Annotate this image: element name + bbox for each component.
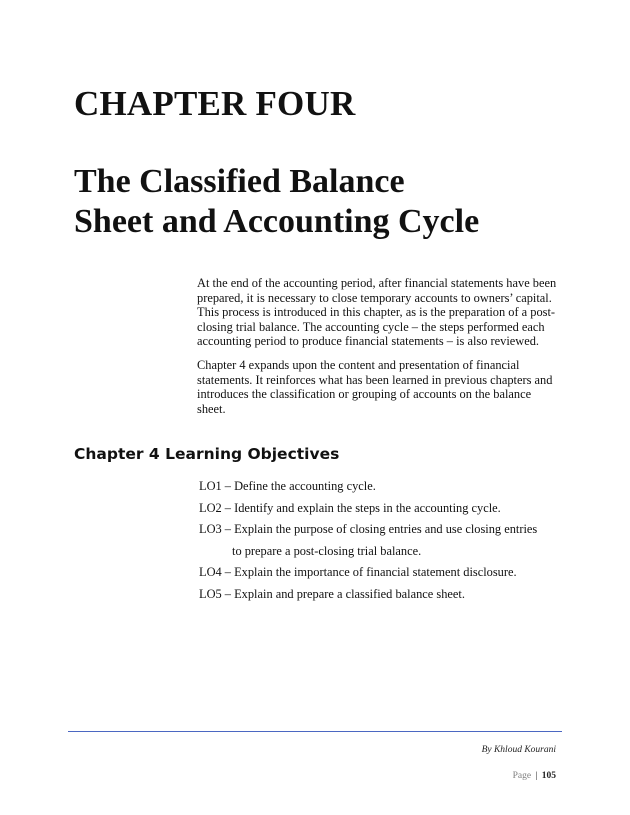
learning-objectives-heading: Chapter 4 Learning Objectives xyxy=(74,445,340,463)
footer-divider xyxy=(68,731,562,732)
chapter-title-line-2: Sheet and Accounting Cycle xyxy=(74,203,480,240)
objective-lo5: LO5 – Explain and prepare a classified balance sheet. xyxy=(199,586,465,601)
objective-lo3: LO3 – Explain the purpose of closing entries and use closing entries xyxy=(199,522,538,536)
intro-paragraph-2: Chapter 4 expands upon the content and presentation of financial statements. It reinforces what has been learned in previous chapters and introduces the classification or grouping of accounts on the balance sheet. xyxy=(197,357,553,416)
page-label: Page xyxy=(512,771,532,781)
objective-lo3-continued: to prepare a post-closing trial balance. xyxy=(232,543,422,558)
objective-lo2: LO2 – Identify and explain the steps in the accounting cycle. xyxy=(199,500,501,515)
page-number-value: 105 xyxy=(541,771,556,781)
intro-paragraph-1: At the end of the accounting period, after financial statements have been prepared, it is necessary to close temporary accounts to owners’ capital. This process is introduced in this chapter, as is the preparation of a post-closing trial balance. The accounting cycle – the steps performed each accounting period to produce financial statements – is also reviewed. xyxy=(197,276,557,349)
objective-lo4: LO4 – Explain the importance of financial statement disclosure. xyxy=(199,565,517,579)
footer-page-number xyxy=(513,771,556,781)
chapter-label: CHAPTER FOUR xyxy=(74,84,356,123)
chapter-title xyxy=(74,162,574,242)
learning-objectives-list xyxy=(199,476,569,605)
footer-author: By Khloud Kourani xyxy=(481,745,556,755)
objective-lo1: LO1 – Define the accounting cycle. xyxy=(199,479,376,493)
chapter-introduction xyxy=(197,276,557,425)
chapter-title-line-1: The Classified Balance xyxy=(74,163,405,200)
page-separator: | xyxy=(535,771,538,781)
